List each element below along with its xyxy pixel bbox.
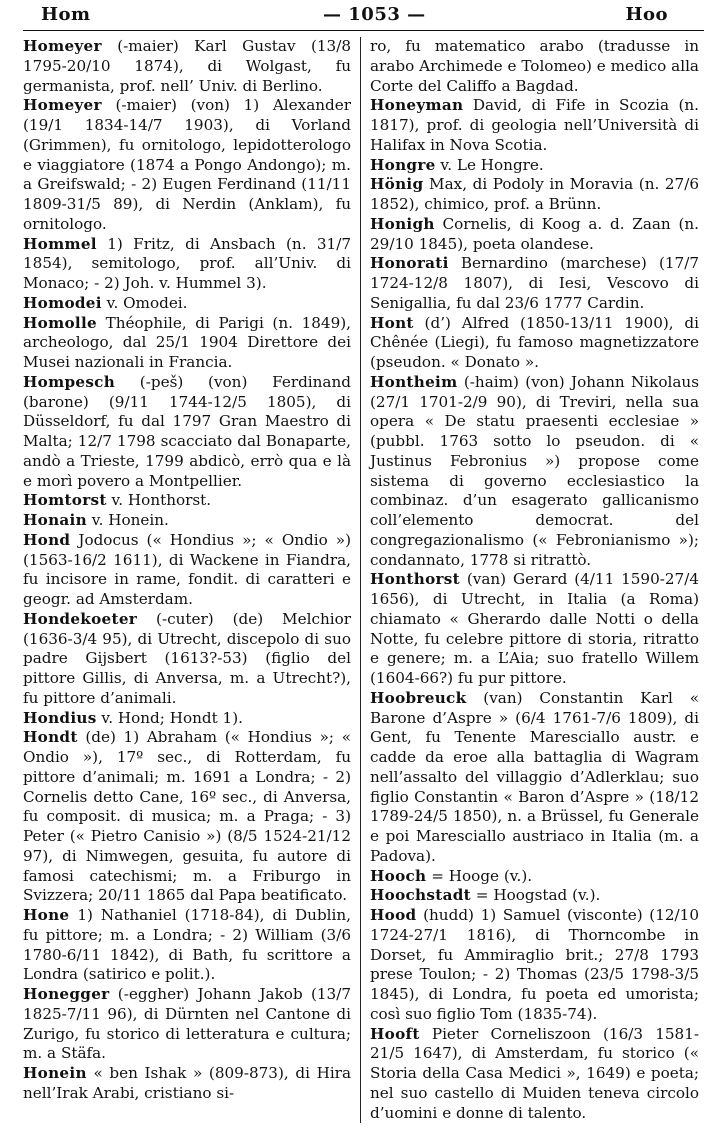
entry-text: (van) Constantin Karl « Barone d’Aspre » (6/4 1761-7/6 1809), di Gent, fu Tenente Maresciallo austr. e cadde da eroe alla battaglia di Wagram nell’assalto del villaggio d’Adlerklau; suo figlio Constantin « Baron d’Aspre » (18/12 1789-24/5 1850), n. a Brüssel, fu Generale e poi Maresciallo austriaco in Italia (m. a Padova). xyxy=(370,688,699,865)
dictionary-entry xyxy=(23,728,351,906)
dictionary-entry xyxy=(23,491,351,511)
entry-headword: Hönig xyxy=(370,175,424,194)
dictionary-entry xyxy=(370,37,699,96)
left-column xyxy=(23,37,361,1123)
entry-text: Max, di Podoly in Moravia (n. 27/6 1852), chimico, prof. a Brünn. xyxy=(370,175,699,213)
columns xyxy=(23,37,704,1123)
entry-headword: Hommel xyxy=(23,234,97,253)
entry-text: 1) Fritz, di Ansbach (n. 31/7 1854), semitologo, prof. all’Univ. di Monaco; - 2) Joh. v. Hummel 3). xyxy=(23,234,351,292)
entry-text: (hudd) 1) Samuel (visconte) (12/10 1724-27/1 1816), di Thorncombe in Dorset, fu Ammiraglio brit.; 27/8 1793 prese Toulon; - 2) Thomas (23/5 1798-3/5 1845), di Londra, fu poeta ed umorista; così suo figlio Tom (1835-74). xyxy=(370,906,699,1023)
dictionary-entry xyxy=(23,37,351,96)
entry-text: v. Omodei. xyxy=(101,293,188,312)
entry-text: (-eggher) Johann Jakob (13/7 1825-7/11 96), di Dürnten nel Cantone di Zurigo, fu storico di letteratura e cultura; m. a Stäfa. xyxy=(23,985,351,1063)
dictionary-entry xyxy=(370,175,699,215)
dictionary-entry xyxy=(23,314,351,373)
entry-text: Théophile, di Parigi (n. 1849), archeologo, dal 25/1 1904 Direttore dei Musei nazionali in Francia. xyxy=(23,313,351,371)
dictionary-entry xyxy=(370,254,699,313)
dictionary-entry xyxy=(370,689,699,867)
entry-text: (-cuter) (de) Melchior (1636-3/4 95), di Utrecht, discepolo di suo padre Gijsbert (1613?-53) (figlio del pittore Gillis, di Anversa, m. a Utrecht?), fu pittore d’animali. xyxy=(23,609,351,707)
dictionary-entry xyxy=(370,1025,699,1124)
entry-text: Cornelis, di Koog a. d. Zaan (n. 29/10 1845), poeta olandese. xyxy=(370,214,699,253)
entry-headword: Honeyman xyxy=(370,96,464,115)
entry-text: (d’) Alfred (1850-13/11 1900), di Chênée (Liegi), fu famoso magnetizzatore (pseudon. « Donato ». xyxy=(370,313,699,371)
entry-text: « ben Ishak » (809-873), di Hira nell’Irak Arabi, cristiano si- xyxy=(23,1064,351,1102)
entry-headword: Hoobreuck xyxy=(370,688,467,707)
dictionary-entry xyxy=(23,294,351,314)
entry-headword: Honorati xyxy=(370,254,449,273)
entry-text: (-peš) (von) Ferdinand (barone) (9/11 1744-12/5 1805), di Düsseldorf, fu dal 1797 Gran Maestro di Malta; 12/7 1798 scacciato dal Bonaparte, andò a Trieste, 1799 abdicò, errò qua e là e morì povero a Montpellier. xyxy=(23,372,351,490)
dictionary-entry xyxy=(370,886,699,906)
dictionary-entry xyxy=(370,314,699,373)
header-right-guideword: Hoo xyxy=(625,4,668,25)
entry-text: (van) Gerard (4/11 1590-27/4 1656), di Utrecht, in Italia (a Roma) chiamato « Gherardo dalle Notti o della Notte, fu celebre pittore di storia, ritratto e genere; m. a L’Aia; suo fratello Willem (1604-66?) fu pur pittore. xyxy=(370,570,699,687)
entry-headword: Honigh xyxy=(370,214,435,233)
dictionary-entry xyxy=(370,156,699,176)
entry-headword: Homeyer xyxy=(23,37,102,55)
entry-headword: Hondt xyxy=(23,728,78,747)
dictionary-entry xyxy=(370,373,699,571)
entry-text: (-haim) (von) Johann Nikolaus (27/1 1701-2/9 90), di Treviri, nella sua opera « De statu praesenti ecclesiae » (pubbl. 1763 sotto lo pseudon. di « Justinus Febronius ») propose come sistema di governo ecclesiastico la combinaz. d’un esagerato gallicanismo coll’elemento democrat. del congregazionalismo (« Febronianismo »); condannato, 1778 si ritrattò. xyxy=(370,372,699,569)
dictionary-entry xyxy=(23,985,351,1064)
entry-headword: Homeyer xyxy=(23,96,102,115)
entry-headword: Homolle xyxy=(23,313,97,332)
entry-text: Pieter Corneliszoon (16/3 1581-21/5 1647), di Amsterdam, fu storico (« Storia della Casa Medici », 1649) e poeta; nel suo castello di Muiden teneva circolo d’uomini e donne di talento. xyxy=(370,1024,699,1122)
entry-headword: Hooft xyxy=(370,1024,420,1043)
entry-text: v. Hond; Hondt 1). xyxy=(96,708,243,727)
entry-headword: Hompesch xyxy=(23,372,116,391)
header-left-guideword: Hom xyxy=(41,4,91,25)
entry-text: (-maier) (von) 1) Alexander (19/1 1834-14/7 1903), di Vorland (Grimmen), fu ornitologo, lepidotterologo e viaggiatore (1874 a Pongo Andongo); m. a Greifswald; - 2) Eugen Ferdinand (11/11 1809-31/5 89), di Nerdin (Anklam), fu ornitologo. xyxy=(23,96,351,233)
entry-headword: Honegger xyxy=(23,985,110,1003)
entry-headword: Honain xyxy=(23,511,87,529)
entry-text: 1) Nathaniel (1718-84), di Dublin, fu pittore; m. a Londra; - 2) William (3/6 1780-6/11 1842), di Bath, fu scrittore a Londra (satirico e polit.). xyxy=(23,906,351,984)
entry-headword: Hont xyxy=(370,313,414,332)
dictionary-entry xyxy=(23,511,351,531)
entry-text: David, di Fife in Scozia (n. 1817), prof. di geologia nell’Università di Halifax in Nova Scotia. xyxy=(370,96,699,154)
dictionary-entry xyxy=(370,215,699,255)
dictionary-entry xyxy=(370,570,699,689)
entry-headword: Hond xyxy=(23,530,71,549)
dictionary-entry xyxy=(23,709,351,729)
dictionary-entry xyxy=(370,867,699,887)
entry-text: Bernardino (marchese) (17/7 1724-12/8 1807), di Iesi, Vescovo di Senigallia, fu dal 23/6 1777 Cardin. xyxy=(370,254,699,312)
page-header xyxy=(23,0,704,31)
entry-text: (de) 1) Abraham (« Hondius »; « Ondio »), 17º sec., di Rotterdam, fu pittore d’animali; m. 1691 a Londra; - 2) Cornelis detto Cane, 16º sec., di Anversa, fu composit. di musica; m. a Praga; - 3) Peter (« Pietro Canisio ») (8/5 1524-21/12 97), di Nimwegen, gesuita, fu autore di famosi catechismi; m. a Friburgo in Svizzera; 20/11 1865 dal Papa beatificato. xyxy=(23,728,351,905)
dictionary-entry xyxy=(23,906,351,985)
entry-headword: Hooch xyxy=(370,866,427,885)
dictionary-entry xyxy=(23,531,351,610)
entry-headword: Hood xyxy=(370,906,417,924)
entry-headword: Hoochstadt xyxy=(370,886,471,905)
entry-headword: Hondekoeter xyxy=(23,609,138,628)
dictionary-entry xyxy=(370,96,699,155)
entry-headword: Homodei xyxy=(23,293,102,312)
page-number: — 1053 — xyxy=(323,4,426,25)
entry-headword: Honein xyxy=(23,1064,87,1082)
dictionary-entry xyxy=(23,96,351,234)
entry-text: v. Honein. xyxy=(86,511,169,529)
dictionary-entry xyxy=(370,906,699,1025)
entry-headword: Hone xyxy=(23,906,70,924)
entry-text: (-maier) Karl Gustav (13/8 1795-20/10 1874), di Wolgast, fu germanista, prof. nell’ Univ. di Berlino. xyxy=(23,37,351,95)
dictionary-entry xyxy=(23,235,351,294)
entry-headword: Honthorst xyxy=(370,570,460,589)
entry-text: v. Honthorst. xyxy=(106,491,212,510)
entry-text: = Hoogstad (v.). xyxy=(470,886,601,905)
entry-text: ro, fu matematico arabo (tradusse in arabo Archimede e Tolomeo) e medico alla Corte del Califfo a Bagdad. xyxy=(370,37,699,95)
entry-text: = Hooge (v.). xyxy=(426,866,533,885)
dictionary-entry xyxy=(23,373,351,492)
entry-headword: Homtorst xyxy=(23,491,107,510)
entry-text: v. Le Hongre. xyxy=(435,155,544,174)
entry-headword: Hongre xyxy=(370,155,436,174)
dictionary-entry xyxy=(23,610,351,709)
entry-headword: Hontheim xyxy=(370,372,458,391)
dictionary-entry xyxy=(23,1064,351,1104)
entry-text: Jodocus (« Hondius »; « Ondio ») (1563-16/2 1611), di Wackene in Fiandra, fu incisore in rame, fondit. di caratteri e geogr. ad Amsterdam. xyxy=(23,530,351,608)
right-column xyxy=(361,37,699,1123)
entry-headword: Hondius xyxy=(23,708,97,727)
